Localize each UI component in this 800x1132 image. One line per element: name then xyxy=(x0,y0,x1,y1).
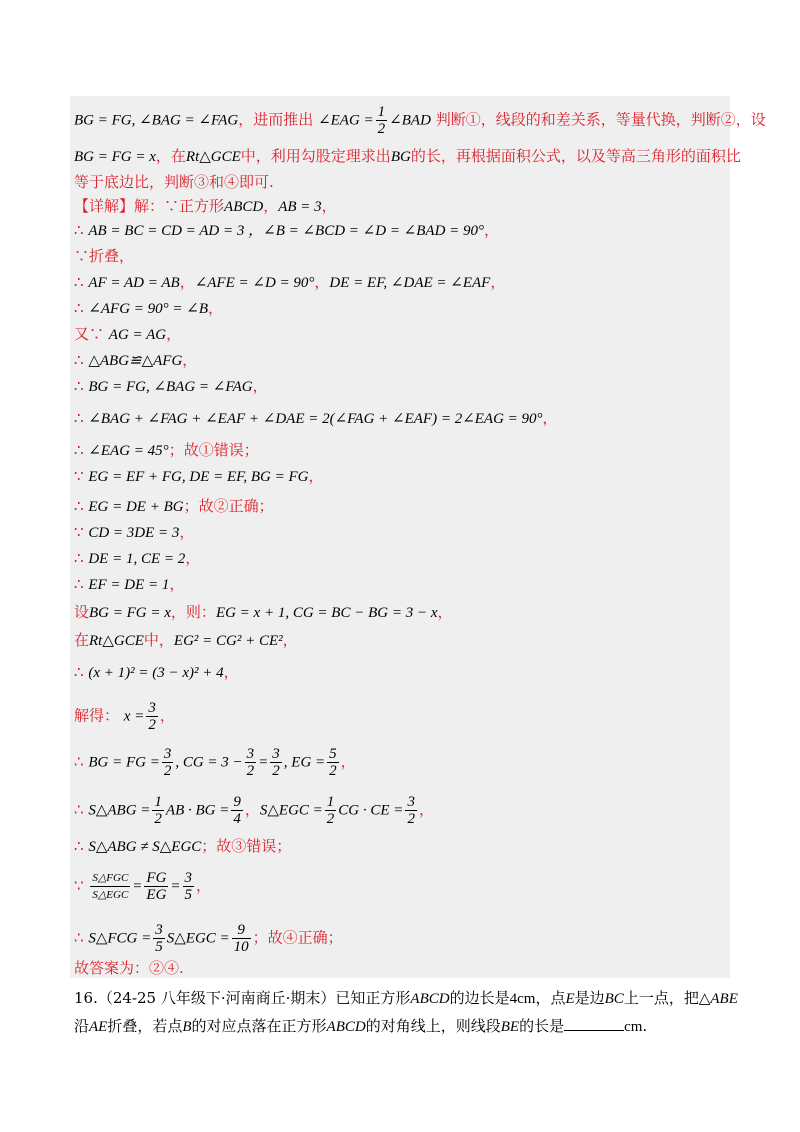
solution-line-14: ∵ EG = EF + FG, DE = EF, BG = FG， xyxy=(74,467,324,485)
solution-line-25: ∴ S△ABG ≠ S△EGC；故③错误； xyxy=(74,837,292,855)
solution-line-19: 设BG = FG = x，则：EG = x + 1, CG = BC − BG = 3 − x， xyxy=(74,603,453,621)
solution-line-15: ∴ EG = DE + BG；故②正确； xyxy=(74,497,274,515)
solution-line-8: ∴ ∠AFG = 90° = ∠B， xyxy=(74,299,224,317)
answer-blank[interactable] xyxy=(564,1016,624,1031)
solution-line-1: BG = FG, ∠BAG = ∠FAG，进而推出 ∠EAG = $\frac{1}{2}$ ∠BAD 判断①，线段的和差关系，等量代换，判断②，设 xyxy=(74,104,766,137)
solution-line-9: 又∵ AG = AG， xyxy=(74,325,182,343)
question-16-line-2: 沿AE折叠，若点B的对应点落在正方形ABCD的对角线上，则线段BE的长是 cm. xyxy=(74,1017,648,1035)
solution-line-24: ∴ S△ABG = $\frac{1}{2}$ AB · BG = $\frac{9}{4}$ ，S△EGC = $\frac{1}{2}$ CG · CE = $\frac{3}{2}$ ， xyxy=(74,794,434,827)
solution-line-23: ∴ BG = FG = $\frac{3}{2}$ , CG = 3 − $\frac{3}{2}$ = $\frac{3}{2}$ , EG = $\frac{5}{2}$ ， xyxy=(74,746,356,779)
solution-line-3: 等于底边比，判断③和④即可. xyxy=(74,173,274,191)
solution-line-22: 解得： x = $\frac{3}{2}$ ， xyxy=(74,700,175,733)
solution-line-7: ∴ AF = AD = AB，∠AFE = ∠D = 90°，DE = EF, ∠DAE = ∠EAF， xyxy=(74,273,506,291)
solution-line-2: BG = FG = x，在Rt△GCE中，利用勾股定理求出BG的长，再根据面积公式，以及等高三角形的面积比 xyxy=(74,147,741,165)
solution-line-21: ∴ (x + 1)² = (3 − x)² + 4， xyxy=(74,663,239,681)
solution-line-20: 在Rt△GCE中，EG² = CG² + CE²， xyxy=(74,631,298,649)
solution-line-11: ∴ BG = FG, ∠BAG = ∠FAG， xyxy=(74,377,268,395)
solution-line-26: ∵ $\frac{\text{S△FGC}}{\text{S△EGC}}$ = $\frac{FG}{EG}$ = $\frac{3}{5}$ ， xyxy=(74,870,212,903)
solution-line-18: ∴ EF = DE = 1， xyxy=(74,575,185,593)
solution-line-4: 【详解】解：∵正方形ABCD，AB = 3， xyxy=(74,197,337,215)
solution-line-27: ∴ S△FCG = $\frac{3}{5}$ S△EGC = $\frac{9}{10}$ ；故④正确； xyxy=(74,922,343,955)
solution-line-6: ∵折叠， xyxy=(74,247,135,265)
answer-line: 故答案为：②④. xyxy=(74,959,184,977)
question-16-line-1: 16.（24-25 八年级下·河南商丘·期末）已知正方形ABCD的边长是4cm，点E是边BC上一点，把△ABE xyxy=(74,989,738,1007)
solution-line-10: ∴ △ABG≌△AFG， xyxy=(74,351,198,369)
solution-line-5: ∴ AB = BC = CD = AD = 3 ，∠B = ∠BCD = ∠D = ∠BAD = 90°， xyxy=(74,221,500,239)
solution-line-16: ∵ CD = 3DE = 3， xyxy=(74,523,195,541)
solution-line-12: ∴ ∠BAG + ∠FAG + ∠EAF + ∠DAE = 2(∠FAG + ∠EAF) = 2∠EAG = 90°， xyxy=(74,409,558,427)
solution-line-13: ∴ ∠EAG = 45°；故①错误； xyxy=(74,441,259,459)
solution-line-17: ∴ DE = 1, CE = 2， xyxy=(74,549,201,567)
